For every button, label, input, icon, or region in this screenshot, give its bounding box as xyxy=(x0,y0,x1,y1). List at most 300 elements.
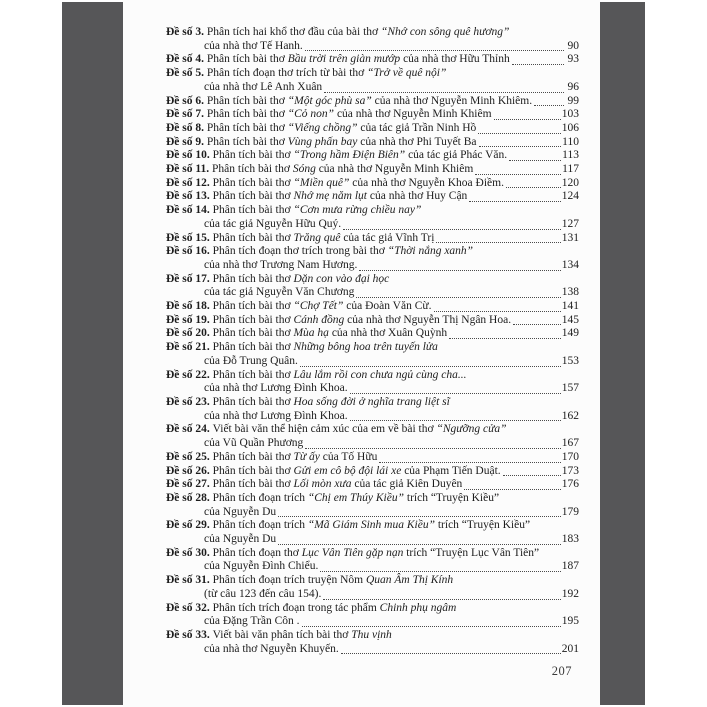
entry-text xyxy=(166,245,473,259)
dot-leader xyxy=(350,393,561,394)
dot-leader xyxy=(494,119,561,120)
entry-title-segment: “Cơn mưa rừng chiều nay” xyxy=(293,204,422,217)
entry-title-segment: “Một góc phù sa” xyxy=(287,94,372,107)
entry-text xyxy=(166,67,446,81)
entry-label: Đề số 32. xyxy=(166,601,213,614)
entry-continuation: của tác giả Nguyễn Văn Chương xyxy=(204,286,355,299)
toc-entry xyxy=(166,492,579,519)
toc-entry-line xyxy=(166,81,579,95)
entry-page-number: 124 xyxy=(561,190,579,203)
toc-entry-line xyxy=(166,204,579,218)
dot-leader xyxy=(475,174,561,175)
dot-leader xyxy=(343,229,561,230)
entry-text-segment: Viết bài văn phân tích bài thơ xyxy=(212,628,352,641)
entry-text-segment: Phân tích bài thơ xyxy=(212,272,294,285)
entry-text-segment: Phân tích bài thơ xyxy=(206,108,288,121)
entry-text-segment: Phân tích bài thơ xyxy=(212,450,294,463)
entry-title-segment: Hoa sống đời ở nghĩa trang liệt sĩ xyxy=(293,395,450,408)
entry-label: Đề số 28. xyxy=(166,491,213,504)
entry-page-number: 96 xyxy=(567,80,579,93)
toc-entry-line xyxy=(166,218,579,232)
toc-entry xyxy=(166,547,579,574)
entry-text-segment: Phân tích bài thơ xyxy=(212,478,294,491)
entry-page-number: 120 xyxy=(561,176,579,189)
entry-title-segment: Sóng xyxy=(292,163,316,176)
dot-leader xyxy=(469,201,560,202)
entry-text-segment: của nhà thơ Nguyễn Minh Khiêm xyxy=(334,108,492,121)
entry-text-segment: Phân tích đoạn thơ trích từ bài thơ xyxy=(206,67,368,80)
entry-label: Đề số 9. xyxy=(166,135,207,148)
entry-text-segment: Phân tích bài thơ xyxy=(212,341,294,354)
entry-label: Đề số 14. xyxy=(166,204,213,217)
entry-text-segment: của Đoàn Văn Cừ. xyxy=(343,300,432,313)
entry-page-number: 162 xyxy=(561,409,579,422)
entry-text-segment: Phân tích bài thơ xyxy=(206,53,288,66)
toc-entry xyxy=(166,629,579,656)
entry-title-segment: Lối mòn xưa xyxy=(293,478,352,491)
entry-text xyxy=(166,314,511,328)
entry-text-segment: Phân tích bài thơ xyxy=(212,368,294,381)
entry-text-segment: Phân tích bài thơ xyxy=(212,300,294,313)
dot-leader xyxy=(324,92,564,93)
entry-text-segment: của tác giả Phác Văn. xyxy=(405,149,508,162)
dot-leader xyxy=(305,50,564,51)
toc-entry xyxy=(166,273,579,300)
entry-page-number: 106 xyxy=(561,121,579,134)
entry-page-number: 117 xyxy=(562,163,579,176)
entry-text xyxy=(166,26,509,40)
toc-entry-line xyxy=(166,437,579,451)
toc-entry-line xyxy=(166,355,579,369)
entry-text xyxy=(166,273,389,287)
entry-continuation: của Đỗ Trung Quân. xyxy=(204,354,298,367)
entry-text xyxy=(166,478,462,492)
toc-entry-line xyxy=(166,396,579,410)
entry-label: Đề số 29. xyxy=(166,519,213,532)
entry-page-number: 195 xyxy=(561,615,579,628)
entry-label: Đề số 11. xyxy=(166,163,212,176)
toc-entry xyxy=(166,67,579,94)
entry-text-segment: của nhà thơ Nguyễn Minh Khiêm. xyxy=(371,94,533,107)
entry-text xyxy=(166,108,492,122)
dot-leader xyxy=(512,64,564,65)
entry-text-segment: Phân tích bài thơ xyxy=(212,204,294,217)
entry-title-segment: Nhớ mẹ năm lụt xyxy=(293,190,368,203)
toc-entry xyxy=(166,300,579,314)
toc-entry-line xyxy=(166,602,579,616)
entry-title-segment: “Cỏ non” xyxy=(287,108,335,121)
entry-page-number: 157 xyxy=(561,382,579,395)
entry-text xyxy=(166,465,501,479)
entry-page-number: 110 xyxy=(562,135,579,148)
entry-label: Đề số 8. xyxy=(166,121,207,134)
entry-title-segment: “Viếng chồng” xyxy=(287,121,358,134)
entry-label: Đề số 21. xyxy=(166,341,213,354)
entry-title-segment: Quan Âm Thị Kính xyxy=(365,574,454,587)
dot-leader xyxy=(278,516,561,517)
entry-text-segment: Phân tích bài thơ xyxy=(212,163,293,176)
entry-text xyxy=(166,451,377,465)
toc-entry xyxy=(166,95,579,109)
entry-page-number: 176 xyxy=(561,478,579,491)
entry-text xyxy=(166,574,453,588)
entry-page-number: 113 xyxy=(562,149,579,162)
toc-entry-line xyxy=(166,382,579,396)
entry-title-segment: Dặn con vào đại học xyxy=(293,272,390,285)
entry-label: Đề số 31. xyxy=(166,574,213,587)
entry-continuation: của nhà thơ Tế Hanh. xyxy=(204,39,303,52)
entry-text xyxy=(166,232,434,246)
entry-text-segment: Phân tích bài thơ xyxy=(212,231,294,244)
toc-entry-line xyxy=(166,574,579,588)
toc-entry-line xyxy=(166,478,579,492)
entry-text xyxy=(166,369,466,383)
background-band-left xyxy=(62,2,123,705)
entry-text-segment: Phân tích bài thơ xyxy=(212,313,294,326)
entry-page-number: 90 xyxy=(567,39,579,52)
entry-text-segment: Phân tích bài thơ xyxy=(212,327,294,340)
entry-text-segment: của tác giả Trần Ninh Hồ xyxy=(357,121,477,134)
toc-entry-line xyxy=(166,232,579,246)
entry-page-number: 167 xyxy=(561,437,579,450)
toc-entry-line xyxy=(166,136,579,150)
entry-text-segment: của Phạm Tiến Duật. xyxy=(401,464,501,477)
entry-label: Đề số 25. xyxy=(166,450,213,463)
entry-page-number: 131 xyxy=(561,231,579,244)
entry-title-segment: “Chị em Thúy Kiều” xyxy=(307,491,404,504)
toc-entry xyxy=(166,163,579,177)
entry-label: Đề số 3. xyxy=(166,26,207,38)
dot-leader xyxy=(478,133,560,134)
toc-entry-line xyxy=(166,300,579,314)
toc-entry-line xyxy=(166,67,579,81)
entry-title-segment: Thu vịnh xyxy=(351,628,392,641)
entry-text-segment: Phân tích đoạn thơ xyxy=(212,546,302,559)
entry-title-segment: “Nhớ con sông quê hương” xyxy=(380,26,510,38)
dot-leader xyxy=(350,420,561,421)
toc-entry xyxy=(166,53,579,67)
entry-text xyxy=(166,136,477,150)
toc-entry-line xyxy=(166,177,579,191)
toc-entry-line xyxy=(166,369,579,383)
entry-continuation: của nhà thơ Trương Nam Hương. xyxy=(204,258,358,271)
entry-label: Đề số 16. xyxy=(166,245,213,258)
entry-continuation: của Nguyễn Du xyxy=(204,505,277,518)
entry-label: Đề số 4. xyxy=(166,53,207,66)
dot-leader xyxy=(320,571,560,572)
dot-leader xyxy=(513,324,561,325)
toc-entry-line xyxy=(166,629,579,643)
toc-entry-line xyxy=(166,560,579,574)
entry-label: Đề số 5. xyxy=(166,67,207,80)
entry-label: Đề số 17. xyxy=(166,272,213,285)
dot-leader xyxy=(434,311,561,312)
entry-label: Đề số 23. xyxy=(166,395,213,408)
entry-title-segment: “Chợ Tết” xyxy=(293,300,344,313)
entry-continuation: của Nguyễn Du xyxy=(204,533,277,546)
toc-entry xyxy=(166,574,579,601)
toc-entry xyxy=(166,149,579,163)
entry-text-segment: Phân tích bài thơ xyxy=(212,190,294,203)
toc-entry-line xyxy=(166,40,579,54)
entry-page-number: 192 xyxy=(561,587,579,600)
entry-page-number: 99 xyxy=(567,94,579,107)
entry-label: Đề số 22. xyxy=(166,368,213,381)
toc-entry-line xyxy=(166,108,579,122)
entry-text-segment: Phân tích đoạn thơ trích trong bài thơ xyxy=(212,245,388,258)
entry-text xyxy=(166,547,539,561)
dot-leader xyxy=(449,338,561,339)
entry-label: Đề số 10. xyxy=(166,149,213,162)
entry-text-segment: Viết bài văn thể hiện cảm xúc của em về bài thơ xyxy=(212,423,437,436)
entry-label: Đề số 7. xyxy=(166,108,207,121)
entry-title-segment: Lục Vân Tiên gặp nạn xyxy=(301,546,404,559)
dot-leader xyxy=(436,242,560,243)
entry-page-number: 145 xyxy=(561,313,579,326)
entry-title-segment: Lâu lắm rồi con chưa ngủ cùng cha... xyxy=(293,368,467,381)
toc-entry-line xyxy=(166,286,579,300)
dot-leader xyxy=(278,544,561,545)
toc-list xyxy=(166,26,579,679)
toc-entry xyxy=(166,327,579,341)
entry-page-number: 187 xyxy=(561,560,579,573)
entry-label: Đề số 19. xyxy=(166,313,213,326)
entry-text-segment: của tác giả Kiên Duyên xyxy=(351,478,463,491)
entry-continuation: của Nguyễn Đình Chiểu. xyxy=(204,560,319,573)
entry-text-segment: Phân tích bài thơ xyxy=(212,176,294,189)
dot-leader xyxy=(302,626,561,627)
toc-entry-line xyxy=(166,492,579,506)
entry-continuation: của nhà thơ Lương Đình Khoa. xyxy=(204,409,348,422)
toc-entry xyxy=(166,177,579,191)
toc-entry xyxy=(166,108,579,122)
toc-entry xyxy=(166,122,579,136)
entry-text-segment: Phân tích bài thơ xyxy=(212,395,294,408)
entry-text xyxy=(166,177,504,191)
entry-text xyxy=(166,423,507,437)
entry-text xyxy=(166,163,473,177)
entry-text-segment: của nhà thơ Nguyễn Thị Ngân Hoa. xyxy=(344,313,512,326)
toc-entry-line xyxy=(166,451,579,465)
entry-page-number: 179 xyxy=(561,505,579,518)
toc-entry xyxy=(166,519,579,546)
toc-entry xyxy=(166,136,579,150)
entry-continuation: của nhà thơ Lê Anh Xuân xyxy=(204,80,323,93)
entry-text-segment: của nhà thơ Phi Tuyết Ba xyxy=(357,135,477,148)
dot-leader xyxy=(464,489,560,490)
entry-text-segment: trích “Truyện Lục Vân Tiên” xyxy=(403,546,540,559)
toc-entry-line xyxy=(166,519,579,533)
entry-label: Đề số 6. xyxy=(166,94,207,107)
entry-label: Đề số 18. xyxy=(166,300,213,313)
entry-page-number: 170 xyxy=(561,450,579,463)
dot-leader xyxy=(534,105,564,106)
entry-title-segment: Vùng phấn bay xyxy=(287,135,358,148)
entry-label: Đề số 24. xyxy=(166,423,213,436)
toc-entry xyxy=(166,369,579,396)
entry-continuation: của nhà thơ Lương Đình Khoa. xyxy=(204,382,348,395)
toc-entry xyxy=(166,478,579,492)
entry-text-segment: Phân tích bài thơ xyxy=(206,135,288,148)
dot-leader xyxy=(479,146,562,147)
toc-entry-line xyxy=(166,327,579,341)
entry-page-number: 141 xyxy=(561,300,579,313)
entry-text-segment: trích “Truyện Kiều” xyxy=(434,519,531,532)
toc-entry-line xyxy=(166,149,579,163)
entry-page-number: 103 xyxy=(561,108,579,121)
entry-label: Đề số 20. xyxy=(166,327,213,340)
toc-entry xyxy=(166,423,579,450)
entry-label: Đề số 33. xyxy=(166,628,213,641)
toc-entry-line xyxy=(166,190,579,204)
entry-text-segment: Phân tích bài thơ xyxy=(206,121,288,134)
toc-entry-line xyxy=(166,245,579,259)
entry-text-segment: Phân tích bài thơ xyxy=(206,94,288,107)
toc-entry-line xyxy=(166,533,579,547)
toc-entry xyxy=(166,341,579,368)
dot-leader xyxy=(323,599,560,600)
entry-text xyxy=(166,519,530,533)
toc-entry-line xyxy=(166,314,579,328)
entry-text-segment: của tác giả Vĩnh Trị xyxy=(340,231,435,244)
entry-continuation: của tác giả Nguyễn Hữu Quý. xyxy=(204,217,342,230)
dot-leader xyxy=(356,297,560,298)
entry-text-segment: trích “Truyện Kiều” xyxy=(404,491,500,504)
entry-text-segment: của nhà thơ Xuân Quỳnh xyxy=(328,327,448,340)
toc-entry-line xyxy=(166,95,579,109)
entry-label: Đề số 27. xyxy=(166,478,213,491)
toc-entry-line xyxy=(166,53,579,67)
background-band-right xyxy=(600,2,645,705)
entry-label: Đề số 13. xyxy=(166,190,213,203)
entry-page-number: 201 xyxy=(561,642,579,655)
entry-text-segment: Phân tích đoạn trích xyxy=(212,491,308,504)
toc-entry-line xyxy=(166,259,579,273)
entry-page-number: 183 xyxy=(561,533,579,546)
entry-text-segment: Phân tích bài thơ xyxy=(212,149,294,162)
entry-continuation: của nhà thơ Nguyễn Khuyến. xyxy=(204,642,339,655)
entry-title-segment: “Thời nắng xanh” xyxy=(387,245,474,258)
entry-text-segment: của nhà thơ Hữu Thỉnh xyxy=(400,53,510,66)
toc-entry-line xyxy=(166,122,579,136)
entry-text-segment: Phân tích trích đoạn trong tác phẩm xyxy=(212,601,380,614)
entry-text xyxy=(166,122,476,136)
toc-entry xyxy=(166,465,579,479)
entry-text-segment: của nhà thơ Nguyễn Minh Khiêm xyxy=(315,163,474,176)
toc-entry-line xyxy=(166,423,579,437)
toc-entry xyxy=(166,602,579,629)
entry-text-segment: Phân tích đoạn trích truyện Nôm xyxy=(212,574,366,587)
dot-leader xyxy=(506,187,561,188)
entry-text xyxy=(166,629,392,643)
toc-entry-line xyxy=(166,588,579,602)
entry-page-number: 127 xyxy=(561,217,579,230)
entry-text-segment: Phân tích hai khổ thơ đầu của bài thơ xyxy=(206,26,381,38)
entry-title-segment: “Trở về quê nội” xyxy=(367,67,447,80)
entry-text-segment: Phân tích đoạn trích xyxy=(212,519,308,532)
entry-title-segment: Trăng quê xyxy=(293,231,341,244)
toc-entry xyxy=(166,245,579,272)
entry-title-segment: “Miền quê” xyxy=(293,176,350,189)
entry-text xyxy=(166,300,432,314)
entry-label: Đề số 26. xyxy=(166,464,213,477)
entry-title-segment: “Trong hầm Điện Biên” xyxy=(293,149,406,162)
dot-leader xyxy=(503,475,561,476)
dot-leader xyxy=(341,653,561,654)
toc-entry xyxy=(166,190,579,204)
toc-entry xyxy=(166,26,579,53)
toc-entry-line xyxy=(166,615,579,629)
toc-entry xyxy=(166,451,579,465)
toc-entry-line xyxy=(166,643,579,657)
entry-text xyxy=(166,190,467,204)
entry-text xyxy=(166,492,499,506)
entry-continuation: (từ câu 123 đến câu 154). xyxy=(204,587,322,600)
toc-entry-line xyxy=(166,163,579,177)
entry-title-segment: Bầu trời trên giàn mướp xyxy=(287,53,401,66)
entry-title-segment: Mùa hạ xyxy=(293,327,329,340)
entry-page-number: 173 xyxy=(561,464,579,477)
entry-title-segment: Chinh phụ ngâm xyxy=(379,601,457,614)
entry-title-segment: Cánh đồng xyxy=(293,313,345,326)
entry-page-number: 93 xyxy=(567,53,579,66)
dot-leader xyxy=(359,270,560,271)
dot-leader xyxy=(509,160,561,161)
entry-title-segment: Gửi em cô bộ đội lái xe xyxy=(293,464,402,477)
entry-text xyxy=(166,204,421,218)
entry-title-segment: “Mã Giám Sinh mua Kiều” xyxy=(307,519,435,532)
entry-label: Đề số 30. xyxy=(166,546,213,559)
entry-text-segment: của nhà thơ Nguyễn Khoa Điềm. xyxy=(349,176,504,189)
entry-text xyxy=(166,53,510,67)
entry-text xyxy=(166,95,532,109)
entry-continuation: của Đặng Trần Côn . xyxy=(204,615,300,628)
toc-entry-line xyxy=(166,410,579,424)
footer-page-number: 207 xyxy=(551,664,572,679)
book-page xyxy=(123,0,600,707)
toc-entry xyxy=(166,232,579,246)
toc-entry-line xyxy=(166,26,579,40)
entry-title-segment: Từ ấy xyxy=(293,450,320,463)
toc-entry-line xyxy=(166,341,579,355)
toc-entry-line xyxy=(166,547,579,561)
dot-leader xyxy=(305,448,560,449)
dot-leader xyxy=(379,462,560,463)
entry-title-segment: “Ngưỡng cửa” xyxy=(436,423,507,436)
entry-text-segment: của nhà thơ Huy Cận xyxy=(367,190,468,203)
toc-entry xyxy=(166,314,579,328)
entry-text-segment: của Tố Hữu xyxy=(319,450,378,463)
entry-text-segment: Phân tích bài thơ xyxy=(212,464,294,477)
toc-entry-line xyxy=(166,465,579,479)
entry-text xyxy=(166,327,447,341)
toc-entry xyxy=(166,396,579,423)
entry-text xyxy=(166,396,450,410)
entry-title-segment: Những bông hoa trên tuyến lửa xyxy=(293,341,438,354)
dot-leader xyxy=(300,366,561,367)
toc-entry-line xyxy=(166,273,579,287)
entry-text xyxy=(166,341,438,355)
entry-label: Đề số 12. xyxy=(166,176,213,189)
entry-continuation: của Vũ Quần Phương xyxy=(204,437,304,450)
entry-text xyxy=(166,602,456,616)
entry-label: Đề số 15. xyxy=(166,231,213,244)
entry-text xyxy=(166,149,507,163)
entry-page-number: 149 xyxy=(561,327,579,340)
entry-page-number: 153 xyxy=(561,354,579,367)
entry-page-number: 138 xyxy=(561,286,579,299)
entry-page-number: 134 xyxy=(561,258,579,271)
